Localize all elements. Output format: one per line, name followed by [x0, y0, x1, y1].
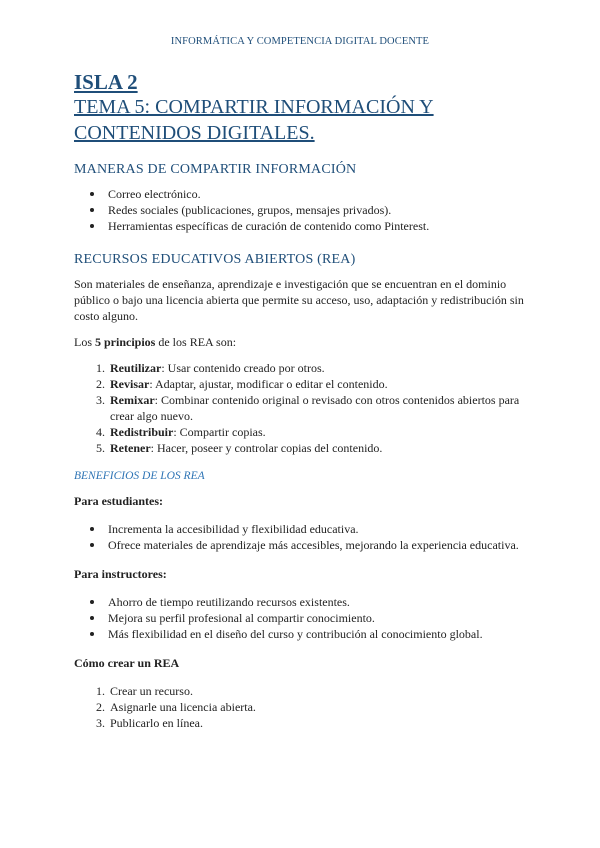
step-item: 2. Asignarle una licencia abierta. — [108, 699, 534, 715]
create-steps-list — [74, 683, 534, 731]
list-item: Correo electrónico. — [108, 186, 534, 202]
principles-count: 5 principios — [95, 335, 156, 349]
isla-title: ISLA 2 — [74, 70, 138, 94]
list-item: Incrementa la accesibilidad y flexibilidad educativa. — [108, 521, 534, 537]
principle-item: 3. Remixar: Combinar contenido original o revisado con otros contenidos abiertos para crear algo nuevo. — [108, 392, 534, 424]
principle-item: 1. Reutilizar: Usar contenido creado por otros. — [108, 360, 534, 376]
rea-definition: Son materiales de enseñanza, aprendizaje e investigación que se encuentran en el dominio público o bajo una licencia abierta que permite su acceso, uso, adaptación y redistribución sin costo alguno. — [74, 277, 524, 323]
list-item: Redes sociales (publicaciones, grupos, mensajes privados). — [108, 202, 534, 218]
tema-title-line1: TEMA 5: COMPARTIR INFORMACIÓN Y — [74, 96, 434, 118]
page-content — [74, 70, 534, 731]
sharing-methods-list — [74, 186, 534, 234]
principle-item: 5. Retener: Hacer, poseer y controlar copias del contenido. — [108, 440, 534, 456]
instructors-benefits-list — [74, 594, 534, 642]
list-item: Herramientas específicas de curación de contenido como Pinterest. — [108, 218, 534, 234]
students-label: Para estudiantes: — [74, 494, 163, 508]
section-heading-rea: RECURSOS EDUCATIVOS ABIERTOS (REA) — [74, 252, 356, 267]
list-item: Ahorro de tiempo reutilizando recursos existentes. — [108, 594, 534, 610]
benefits-heading: BENEFICIOS DE LOS REA — [74, 470, 205, 482]
principle-item: 4. Redistribuir: Compartir copias. — [108, 424, 534, 440]
principles-intro: Los 5 principios de los REA son: — [74, 335, 237, 349]
principle-item: 2. Revisar: Adaptar, ajustar, modificar o editar el contenido. — [108, 376, 534, 392]
running-header: INFORMÁTICA Y COMPETENCIA DIGITAL DOCENTE — [170, 36, 430, 47]
principles-list — [74, 360, 534, 456]
section-heading-sharing: MANERAS DE COMPARTIR INFORMACIÓN — [74, 162, 357, 177]
create-label: Cómo crear un REA — [74, 656, 180, 670]
list-item: Más flexibilidad en el diseño del curso y contribución al conocimiento global. — [108, 626, 534, 642]
step-item: 3. Publicarlo en línea. — [108, 715, 534, 731]
step-item: 1. Crear un recurso. — [108, 683, 534, 699]
tema-title-line2: CONTENIDOS DIGITALES. — [74, 122, 315, 144]
instructors-label: Para instructores: — [74, 567, 167, 581]
list-item: Ofrece materiales de aprendizaje más accesibles, mejorando la experiencia educativa. — [108, 537, 534, 553]
students-benefits-list — [74, 521, 534, 553]
list-item: Mejora su perfil profesional al compartir conocimiento. — [108, 610, 534, 626]
